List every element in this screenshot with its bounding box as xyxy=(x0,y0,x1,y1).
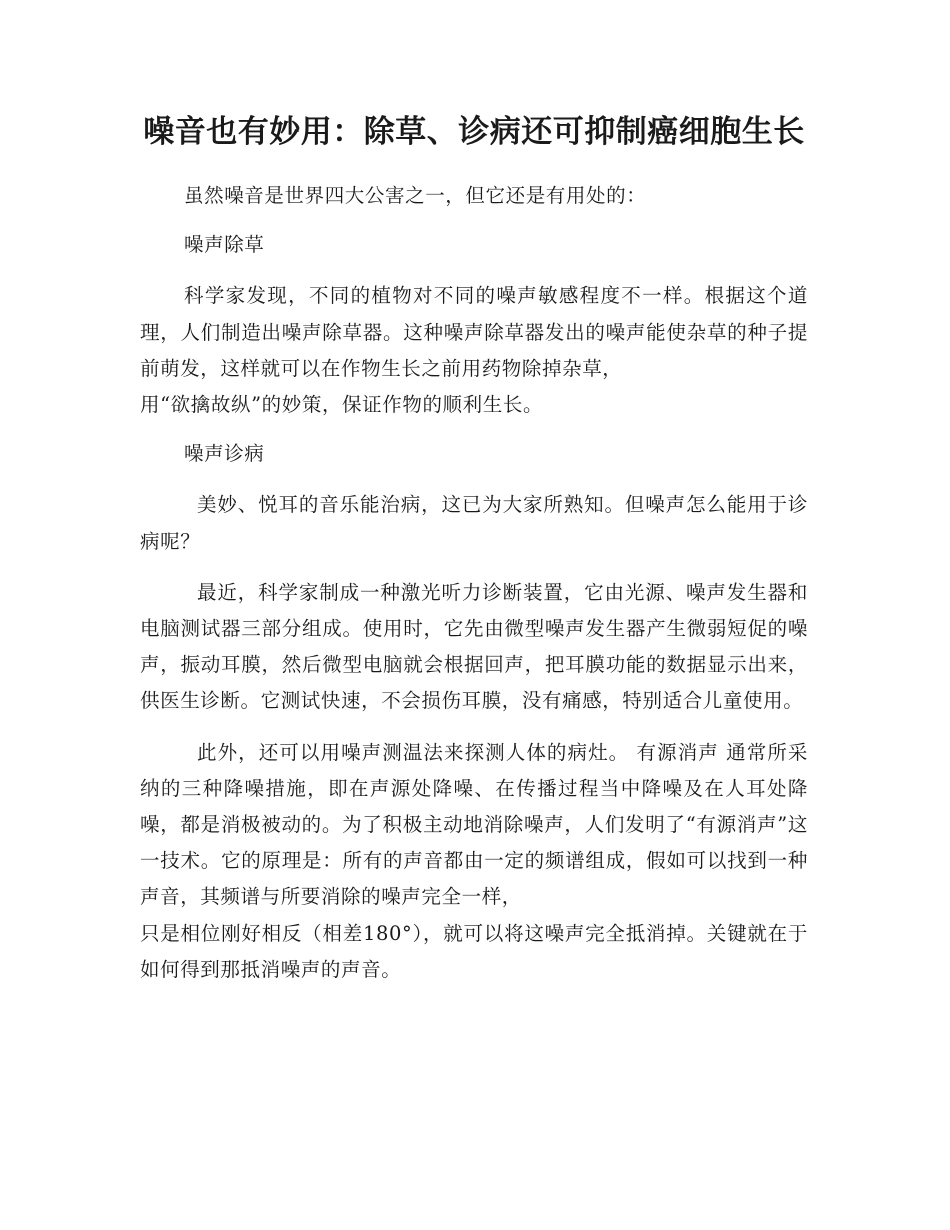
document-page xyxy=(140,108,808,988)
document-title: 噪音也有妙用：除草、诊病还可抑制癌细胞生长 xyxy=(143,114,805,150)
active-noise-paragraph: 此外，还可以用噪声测温法来探测人体的病灶。 有源消声 通常所采纳的三种降噪措施，即在声源处降噪、在传播过程当中降噪及在人耳处降噪，都是消极被动的。为了积极主动地消除噪声，人们发明了“有源消声”这一技术。它的原理是：所有的声音都由一定的频谱组成，假如可以找到一种声音，其频谱与所要消除的噪声完全一样， xyxy=(140,740,808,909)
diagnosis-paragraph-music: 美妙、悦耳的音乐能治病，这已为大家所熟知。但噪声怎么能用于诊病呢？ xyxy=(140,493,808,553)
diagnosis-paragraph-device: 最近，科学家制成一种激光听力诊断装置，它由光源、噪声发生器和电脑测试器三部分组成。使用时，它先由微型噪声发生器产生微弱短促的噪声，振动耳膜，然后微型电脑就会根据回声，把耳膜功能的数据显示出来，供医生诊断。它测试快速，不会损伤耳膜，没有痛感，特别适合儿童使用。 xyxy=(140,580,808,713)
weeding-paragraph-end: 用“欲擒故纵”的妙策，保证作物的顺利生长。 xyxy=(140,393,544,417)
section-heading-weeding: 噪声除草 xyxy=(184,233,265,257)
intro-paragraph: 虽然噪音是世界四大公害之一，但它还是有用处的： xyxy=(184,184,647,207)
weeding-paragraph: 科学家发现，不同的植物对不同的噪声敏感程度不一样。根据这个道理，人们制造出噪声除草器。这种噪声除草器发出的噪声能使杂草的种子提前萌发，这样就可以在作物生长之前用药物除掉杂草， xyxy=(140,284,808,380)
active-noise-paragraph-end: 只是相位刚好相反（相差180°），就可以将这噪声完全抵消掉。关键就在于如何得到那抵消噪声的声音。 xyxy=(140,921,808,981)
section-heading-diagnosis: 噪声诊病 xyxy=(184,442,265,466)
